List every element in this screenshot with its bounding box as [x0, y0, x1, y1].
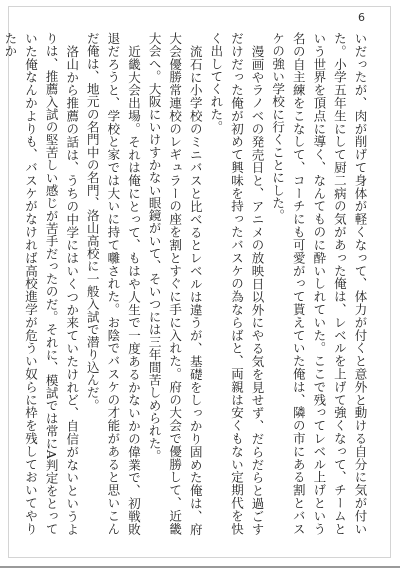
paragraph: 漫画やラノベの発売日と、アニメの放映日以外にやる気を見せず、だらだらと過ごすだけだった俺が初めて興味を持ったバスケの為ならばと、両親は安くもない定期代を快く出してくれた。 [208, 32, 266, 535]
bottom-divider [0, 566, 400, 568]
paragraph: いだったが、肉が削げて身体が軽くなって、体力が付くと意外と動ける自分に気が付いた。小学五年生にして厨二病の気があった俺は、レベルを上げて強くなって、チームという世界を頂点に導く、なんてものに酔いしれていた。ここで残ってレベル上げという名の自主練をこなして、コーチにも可愛がって貰えていた俺は、隣の市にある割とバスケの強い学校に行くことにした。 [270, 32, 368, 535]
paragraph: 洛山から推薦の話は、うちの中学にはいくつか来ていたけれど、自信がないというよりは、推薦入試の堅苦しい感じが苦手だったのだ。それに、模試では常にA判定をとっていた俺なんかよりも、バスケがなければ高校進学が危うい奴らに枠を残しておいてやりたか [2, 32, 80, 535]
page-number: 6 [358, 11, 365, 24]
paragraph: 流石に小学校のミニバスと比べるとレベルは違うが、基礎をしっかり固めた俺は、府大会優勝常連校のレギュラーの座を割とすぐに手に入れた。府の大会で優勝して、近畿大会へ。大阪にいけすかない眼鏡がいて、そいつには三年間苦しめられた。 [147, 32, 204, 535]
body-text [2, 32, 370, 535]
paragraph: 近畿大会出場。それは俺にとって、もはや人生で一度あるかないかの偉業で、初戦敗退だろうと、学校と家では大いに持て囃された。お陰でバスケの才能があると思いこんだ俺は、地元の名門中の名門、洛山高校に一般入試で潜り込んだ。 [85, 32, 142, 535]
